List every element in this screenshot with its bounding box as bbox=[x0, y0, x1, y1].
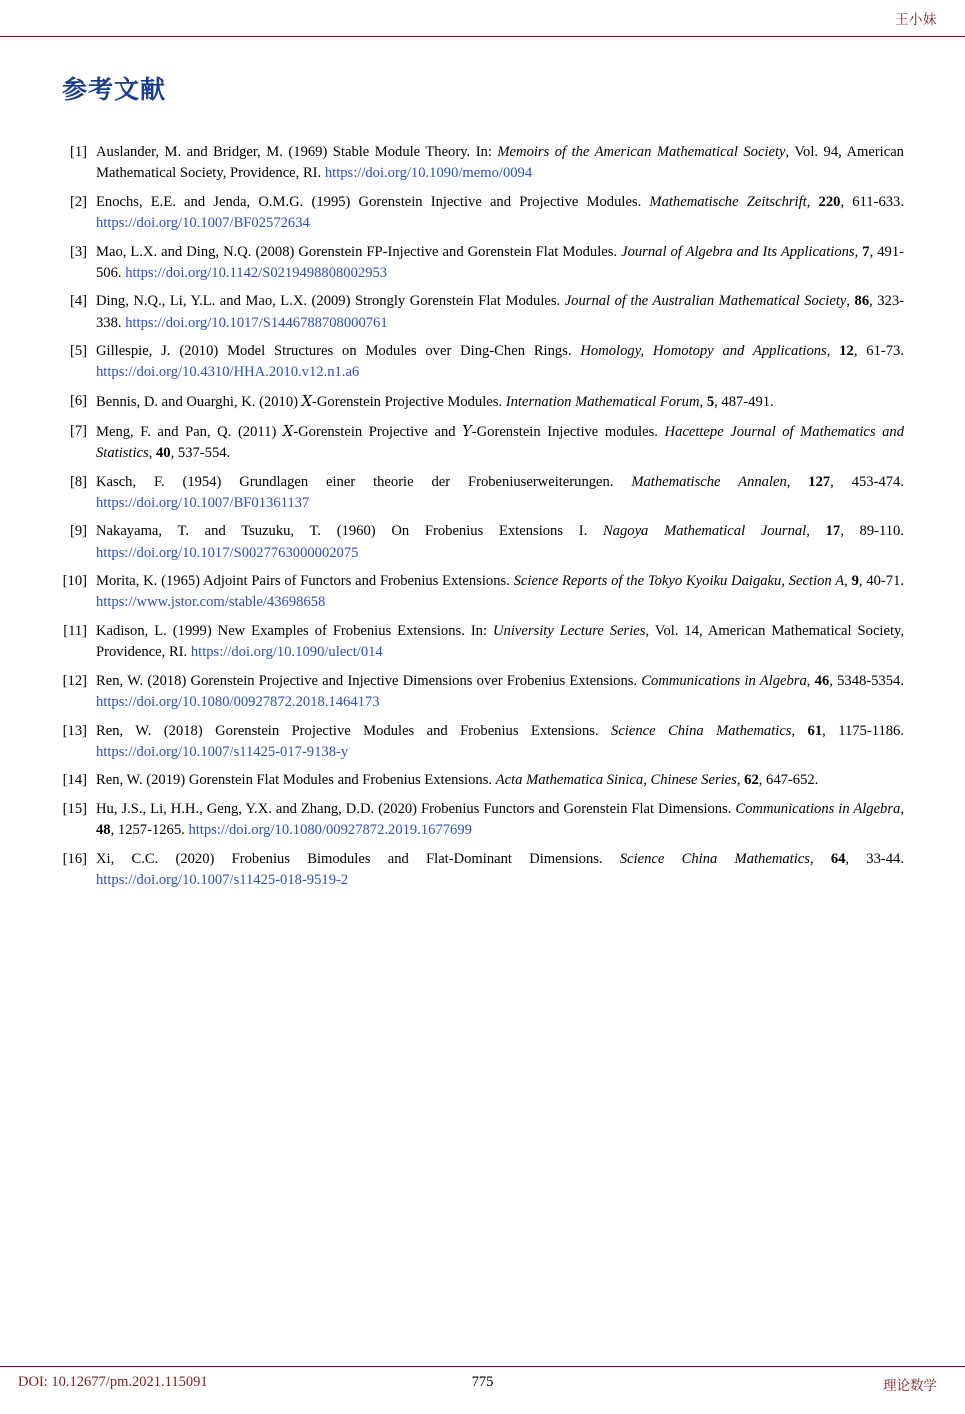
reference-number: [1] bbox=[69, 144, 87, 160]
reference-entry bbox=[62, 242, 904, 284]
reference-entry bbox=[62, 341, 904, 383]
reference-number: [15] bbox=[62, 801, 87, 818]
reference-entry bbox=[62, 391, 904, 413]
reference-text: Nakayama, T. and Tsuzuku, T. (1960) On Frobenius Extensions I. Nagoya Mathematical Journal, 17, 89-110. https://doi.org/10.1017/S0027763000002075 bbox=[96, 523, 904, 561]
reference-entry bbox=[62, 799, 904, 841]
reference-entry bbox=[62, 291, 904, 333]
reference-text: Ren, W. (2018) Gorenstein Projective and Injective Dimensions over Frobenius Extensions. Communications in Algebra, 46, 5348-5354. https://doi.org/10.1080/00927872.2018.1464173 bbox=[96, 672, 904, 710]
page-header bbox=[0, 0, 965, 38]
reference-list bbox=[62, 142, 904, 899]
reference-number: [12] bbox=[62, 672, 87, 689]
reference-number: [14] bbox=[62, 772, 87, 789]
footer-journal: 理论数学 bbox=[883, 1378, 937, 1394]
reference-number: [3] bbox=[69, 243, 87, 260]
reference-entry bbox=[62, 770, 904, 791]
header-author: 王小妹 bbox=[895, 12, 937, 28]
footer-doi: DOI: 10.12677/pm.2021.115091 bbox=[18, 1374, 208, 1390]
reference-entry bbox=[62, 142, 904, 184]
reference-number: [9] bbox=[69, 523, 87, 540]
reference-text: Kasch, F. (1954) Grundlagen einer theorie der Frobeniuserweiterungen. Mathematische Annalen, 127, 453-474. https://doi.org/10.1007/BF01361137 bbox=[96, 473, 904, 511]
reference-number: [7] bbox=[69, 422, 87, 439]
reference-text: Morita, K. (1965) Adjoint Pairs of Functors and Frobenius Extensions. Science Reports of the Tokyo Kyoiku Daigaku, Section A, 9, 40-71. https://www.jstor.com/stable/43698658 bbox=[96, 573, 905, 611]
reference-number: [16] bbox=[62, 850, 87, 867]
reference-text: Ding, N.Q., Li, Y.L. and Mao, L.X. (2009) Strongly Gorenstein Flat Modules. Journal of the Australian Mathematical Society, 86, 323-338. https://doi.org/10.1017/S1446788708000761 bbox=[96, 293, 905, 331]
reference-entry bbox=[62, 671, 904, 713]
reference-number: [8] bbox=[69, 473, 87, 490]
reference-entry bbox=[62, 421, 904, 464]
reference-text: Ren, W. (2018) Gorenstein Projective Modules and Frobenius Extensions. Science China Mathematics, 61, 1175-1186. https://doi.org/10.1007/s11425-017-9138-y bbox=[96, 722, 905, 760]
reference-text: Gillespie, J. (2010) Model Structures on Modules over Ding-Chen Rings. Homology, Homotopy and Applications, 12, 61-73. https://doi.org/10.4310/HHA.2010.v12.n1.a6 bbox=[96, 343, 904, 381]
page-title: 参考文献 bbox=[62, 75, 167, 104]
reference-text: Mao, L.X. and Ding, N.Q. (2008) Gorenstein FP-Injective and Gorenstein Flat Modules. Journal of Algebra and Its Applications, 7, 491-506. https://doi.org/10.1142/S0219498808002953 bbox=[96, 243, 904, 281]
reference-text: Bennis, D. and Ouarghi, K. (2010) X-Gorenstein Projective Modules. Internation Mathematical Forum, 5, 487-491. bbox=[96, 393, 774, 411]
reference-entry bbox=[62, 721, 904, 763]
reference-entry bbox=[62, 849, 904, 891]
reference-number: [6] bbox=[69, 393, 87, 410]
reference-text: Auslander, M. and Bridger, M. (1969) Stable Module Theory. In: Memoirs of the American Mathematical Society, Vol. 94, American Mathematical Society, Providence, RI. https://doi.org/10.1090/memo/0094 bbox=[96, 144, 904, 182]
footer-page-number: 775 bbox=[471, 1374, 494, 1390]
reference-number: [4] bbox=[69, 293, 87, 310]
reference-text: Hu, J.S., Li, H.H., Geng, Y.X. and Zhang, D.D. (2020) Frobenius Functors and Gorenstein Flat Dimensions. Communications in Algebra, 48, 1257-1265. https://doi.org/10.1080/00927872.2019.1677699 bbox=[96, 801, 904, 839]
reference-text: Meng, F. and Pan, Q. (2011) X-Gorenstein Projective and Y-Gorenstein Injective modules. Hacettepe Journal of Mathematics and Statistics, 40, 537-554. bbox=[96, 422, 904, 461]
reference-number: [5] bbox=[69, 343, 87, 360]
reference-number: [13] bbox=[62, 722, 87, 739]
reference-entry bbox=[62, 571, 904, 613]
reference-entry bbox=[62, 472, 904, 514]
page-footer bbox=[0, 1372, 965, 1396]
reference-number: [11] bbox=[63, 622, 87, 639]
header-divider bbox=[0, 36, 965, 37]
reference-entry bbox=[62, 192, 904, 234]
reference-entry bbox=[62, 521, 904, 563]
reference-text: Ren, W. (2019) Gorenstein Flat Modules and Frobenius Extensions. Acta Mathematica Sinica, Chinese Series, 62, 647-652. bbox=[96, 772, 819, 789]
reference-number: [10] bbox=[62, 573, 87, 590]
reference-text: Enochs, E.E. and Jenda, O.M.G. (1995) Gorenstein Injective and Projective Modules. Mathematische Zeitschrift, 220, 611-633. https://doi.org/10.1007/BF02572634 bbox=[96, 193, 904, 231]
reference-entry bbox=[62, 621, 904, 663]
reference-text: Xi, C.C. (2020) Frobenius Bimodules and Flat-Dominant Dimensions. Science China Mathematics, 64, 33-44. https://doi.org/10.1007/s11425-018-9519-2 bbox=[96, 850, 905, 889]
footer-divider bbox=[0, 1366, 965, 1367]
reference-number: [2] bbox=[69, 193, 87, 210]
reference-text: Kadison, L. (1999) New Examples of Frobenius Extensions. In: University Lecture Series, Vol. 14, American Mathematical Society, Providence, RI. https://doi.org/10.1090/ulect/014 bbox=[96, 622, 905, 661]
